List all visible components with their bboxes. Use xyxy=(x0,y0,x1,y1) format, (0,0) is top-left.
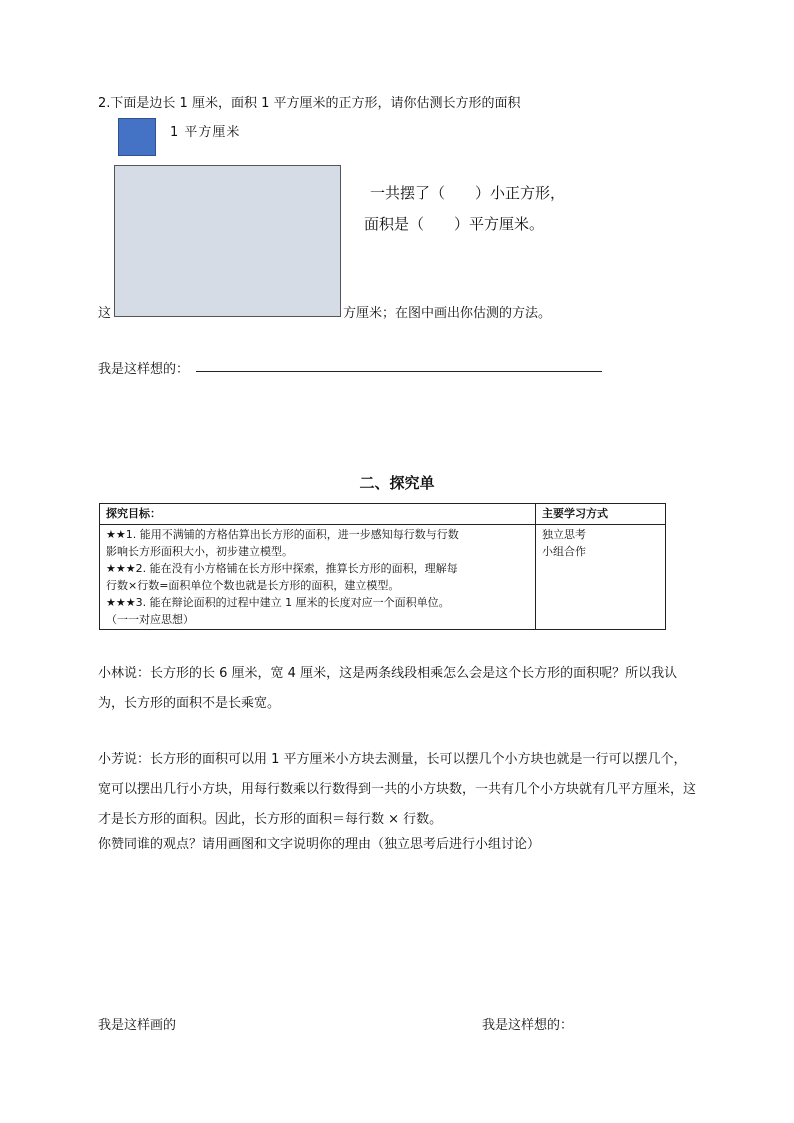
goal-line: 影响长方形面积大小，初步建立模型。 xyxy=(106,545,293,558)
goal-line: ★★★2. 能在没有小方格铺在长方形中探索，推算长方形的面积，理解每 xyxy=(106,562,458,575)
area-fill-line: 面积是（ ）平方厘米。 xyxy=(364,215,545,233)
xiaolin-statement: 小林说：长方形的长 6 厘米，宽 4 厘米，这是两条线段相乘怎么会是这个长方形的面积呢？所以我认为，长方形的面积不是长乘宽。 xyxy=(98,666,678,711)
section-title: 二、探究单 xyxy=(359,474,435,492)
question-2-title: 2.下面是边长 1 厘米，面积 1 平方厘米的正方形，请你估测长方形的面积 xyxy=(98,96,521,111)
unit-square xyxy=(118,118,156,156)
table-header-row xyxy=(100,504,666,525)
header-goals: 探究目标： xyxy=(100,504,536,525)
estimate-prefix: 这 xyxy=(98,306,112,321)
goal-table xyxy=(99,503,666,630)
goal-line: 行数×行数=面积单位个数也就是长方形的面积，建立模型。 xyxy=(106,579,400,592)
header-methods: 主要学习方式 xyxy=(536,504,666,525)
goal-line: （一一对应思想） xyxy=(106,613,194,626)
method-item: 小组合作 xyxy=(542,545,586,558)
rectangle-figure xyxy=(114,165,341,317)
methods-cell xyxy=(536,525,666,630)
discussion-question: 你赞同谁的观点？请用画图和文字说明你的理由（独立思考后进行小组讨论） xyxy=(98,837,541,852)
goal-line: ★★★3. 能在辩论面积的过程中建立 1 厘米的长度对应一个面积单位。 xyxy=(106,596,450,609)
think-label: 我是这样想的： xyxy=(98,362,190,377)
goal-line: ★★1. 能用不满铺的方格估算出长方形的面积，进一步感知每行数与行数 xyxy=(106,528,459,541)
method-item: 独立思考 xyxy=(542,528,586,541)
unit-square-label: 1 平方厘米 xyxy=(170,125,241,140)
think-label-2: 我是这样想的： xyxy=(482,1018,574,1033)
xiaofang-statement: 小芳说：长方形的面积可以用 1 平方厘米小方块去测量，长可以摆几个小方块也就是一行可以摆几个，宽可以摆出几行小方块，用每行数乘以行数得到一共的小方块数，一共有几个小方块就有几平方厘米，这才是长方形的面积。因此，长方形的面积＝每行数 × 行数。 xyxy=(98,752,697,827)
estimate-suffix: 方厘米；在图中画出你估测的方法。 xyxy=(343,306,552,321)
count-fill-line: 一共摆了（ ）小正方形， xyxy=(370,184,566,202)
draw-label: 我是这样画的 xyxy=(98,1018,177,1033)
goals-cell xyxy=(100,525,536,630)
table-row xyxy=(100,525,666,630)
answer-underline[interactable] xyxy=(196,371,602,372)
